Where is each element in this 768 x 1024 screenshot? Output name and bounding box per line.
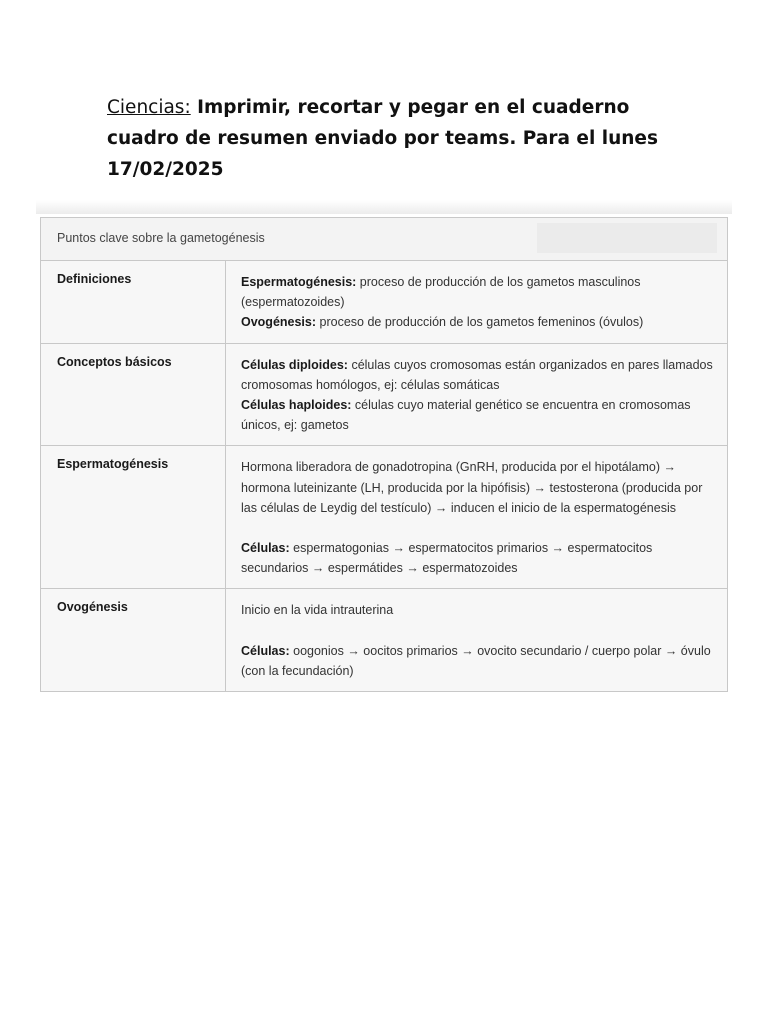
row-content — [226, 261, 727, 343]
line-term: Ovogénesis: — [241, 315, 317, 330]
image-top-shadow — [36, 200, 732, 214]
table-row-definiciones — [41, 261, 727, 344]
table-row-ovogenesis — [41, 589, 727, 691]
assignment-instruction: Imprimir, recortar y pegar en el cuaderno cuadro de resumen enviado por teams. Para el lunes 17/02/2025 — [107, 97, 658, 180]
line-text: Hormona liberadora de gonadotropina (GnRH, producida por el hipotálamo) → hormona luteinizante (LH, producida por la hipófisis) → testosterona (producida por las células de Leydig del testículo) → inducen el inicio de la espermatogénesis — [241, 460, 703, 515]
row-label: Ovogénesis — [41, 589, 226, 691]
row-line — [241, 457, 713, 518]
row-line — [241, 272, 713, 312]
caption-shade — [537, 223, 717, 253]
table-caption: Puntos clave sobre la gametogénesis — [57, 231, 265, 245]
row-label: Espermatogénesis — [41, 446, 226, 588]
row-label: Conceptos básicos — [41, 344, 226, 446]
line-term: Células haploides: — [241, 398, 352, 413]
line-text: Inicio en la vida intrauterina — [241, 603, 394, 618]
line-term: Células: — [241, 643, 290, 658]
row-content — [226, 589, 727, 691]
row-line — [241, 538, 713, 578]
row-line — [241, 355, 713, 395]
row-content — [226, 446, 727, 588]
line-text: espermatogonias → espermatocitos primarios → espermatocitos secundarios → espermátides → espermatozoides — [241, 541, 653, 576]
row-line — [241, 600, 713, 620]
table-caption-row — [41, 218, 727, 261]
row-label: Definiciones — [41, 261, 226, 343]
row-content — [226, 344, 727, 446]
line-text: proceso de producción de los gametos masculinos (espermatozoides) — [241, 275, 641, 310]
line-text: oogonios → oocitos primarios → ovocito secundario / cuerpo polar → óvulo (con la fecundación) — [241, 643, 711, 678]
row-line — [241, 312, 713, 332]
row-line — [241, 641, 713, 681]
line-text: proceso de producción de los gametos femeninos (óvulos) — [316, 315, 644, 330]
line-term: Espermatogénesis: — [241, 275, 357, 289]
table-row-espermatogenesis — [41, 446, 727, 589]
summary-table — [40, 217, 728, 692]
subject-label: Ciencias: — [107, 97, 191, 118]
line-text: células cuyos cromosomas están organizados en pares llamados cromosomas homólogos, ej: células somáticas — [241, 357, 713, 392]
line-term: Células: — [241, 541, 290, 556]
assignment-heading — [107, 92, 707, 185]
line-term: Células diploides: — [241, 357, 348, 372]
table-row-conceptos — [41, 344, 727, 447]
row-line — [241, 395, 713, 435]
line-text: células cuyo material genético se encuentra en cromosomas únicos, ej: gametos — [241, 398, 691, 433]
